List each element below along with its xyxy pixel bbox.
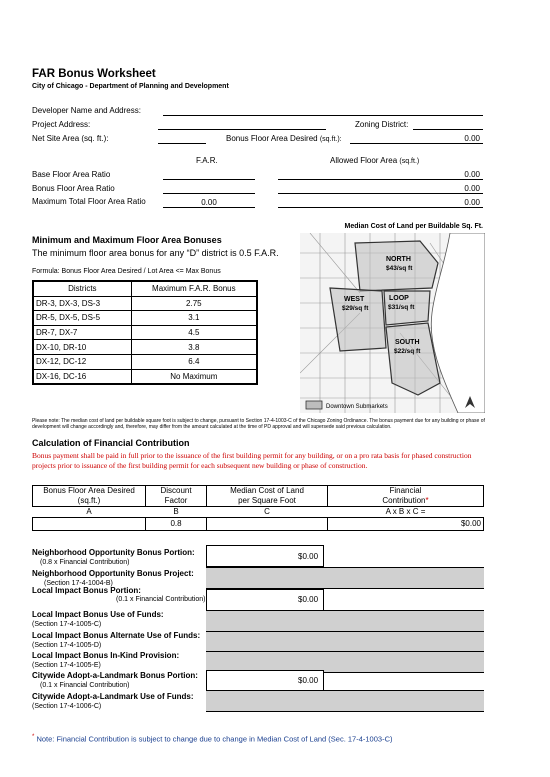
discount-value: 0.8	[146, 518, 207, 531]
region-price-north: $43/sq ft	[386, 265, 413, 272]
local-impact-portion-value: $0.00	[298, 595, 319, 604]
disclaimer-note: Please note: The median cost of land per buildable square foot is subject to change, pursuant to Section 17-4-1003-C of the Chicago Zoning Ordinance. The bonus payment due for any building or phase of development will change accordingly and, therefore, may differ from the amount calculated at the time of PD approval and will supersede said previous calculation.	[32, 418, 485, 430]
col-d-line2-text: Contribution	[382, 496, 426, 505]
base-allowed-value: 0.00	[464, 170, 480, 179]
map-legend: Downtown Submarkets	[326, 404, 388, 410]
portion-sub: (0.1 x Financial Contribution)	[40, 682, 130, 689]
neighborhood-portion-value: $0.00	[298, 552, 319, 561]
district-cell: DR-7, DX-7	[33, 325, 131, 340]
max-far-label: Maximum Total Floor Area Ratio	[32, 197, 146, 206]
col-b-line1: Discount	[160, 486, 192, 495]
portion-label: Local Impact Bonus Portion:	[32, 586, 141, 595]
bonus-far-field[interactable]	[163, 193, 255, 194]
local-impact-use-field[interactable]	[206, 610, 484, 632]
portion-label: Neighborhood Opportunity Bonus Portion:	[32, 548, 195, 557]
financial-letters-row	[33, 507, 484, 518]
col-median-cost-header	[207, 486, 328, 507]
table-row	[33, 311, 257, 326]
project-label: Project Address:	[32, 120, 91, 129]
portion-sub: (0.1 x Financial Contribution)	[116, 596, 206, 603]
bonus-formula: Formula: Bonus Floor Area Desired / Lot Area <= Max Bonus	[32, 268, 221, 275]
zoning-label: Zoning District:	[355, 120, 409, 129]
net-site-label: Net Site Area (sq. ft.):	[32, 134, 109, 143]
landmark-portion-value: $0.00	[298, 676, 319, 685]
col-c-line2: per Square Foot	[238, 496, 296, 505]
region-label-north: NORTH	[386, 256, 411, 263]
zoning-field[interactable]	[413, 129, 483, 130]
developer-label: Developer Name and Address:	[32, 106, 141, 115]
contribution-value: $0.00	[328, 518, 484, 531]
payment-text: Bonus payment shall be paid in full prior to the issuance of the first building permit for any building, or on a pro rata basis for phased construction projects prior to issuance of the first building permit for each subsequent new building or phase of construction.	[32, 451, 472, 470]
financial-table	[32, 485, 484, 531]
district-cell: DX-10, DR-10	[33, 340, 131, 355]
page-subtitle: City of Chicago - Department of Planning and Development	[32, 83, 229, 90]
col-a-line2: (sq.ft.)	[77, 496, 101, 505]
portion-label: Citywide Adopt-a-Landmark Use of Funds:	[32, 692, 194, 701]
portion-label: Local Impact Bonus Alternate Use of Funds:	[32, 631, 201, 640]
col-bonus-area-header	[33, 486, 146, 507]
portion-label: Local Impact Bonus Use of Funds:	[32, 610, 164, 619]
col-c-line1: Median Cost of Land	[230, 486, 304, 495]
bonus-allowed-field[interactable]	[278, 193, 483, 194]
table-row	[33, 340, 257, 355]
financial-header-row	[33, 486, 484, 507]
portion-sub: (Section 17-4-1005-D)	[32, 642, 102, 649]
base-far-label: Base Floor Area Ratio	[32, 170, 111, 179]
max-bonus-header: Maximum F.A.R. Bonus	[131, 281, 257, 296]
portion-sub: (0.8 x Financial Contribution)	[40, 559, 130, 566]
bonus-far-label: Bonus Floor Area Ratio	[32, 184, 115, 193]
allowed-heading-unit: (sq.ft.)	[399, 158, 420, 165]
table-row	[33, 354, 257, 369]
district-cell: DX-12, DC-12	[33, 354, 131, 369]
region-label-west: WEST	[344, 296, 365, 303]
bonus-area-input[interactable]	[33, 518, 146, 531]
portion-label: Citywide Adopt-a-Landmark Bonus Portion:	[32, 671, 198, 680]
max-cell: 2.75	[131, 296, 257, 311]
portion-sub: (Section 17-4-1004-B)	[44, 580, 113, 587]
max-far-field[interactable]	[163, 207, 255, 208]
table-header-row	[33, 281, 257, 296]
col-contribution-header	[328, 486, 484, 507]
financial-values-row	[33, 518, 484, 531]
districts-header: Districts	[33, 281, 131, 296]
median-cost-input[interactable]	[207, 518, 328, 531]
bonus-desired-label	[226, 134, 342, 143]
region-label-south: SOUTH	[395, 339, 420, 346]
max-allowed-field[interactable]	[278, 207, 483, 208]
bonus-desired-value: 0.00	[464, 134, 480, 143]
district-cell: DR-3, DX-3, DS-3	[33, 296, 131, 311]
max-cell: 3.1	[131, 311, 257, 326]
max-allowed-value: 0.00	[464, 198, 480, 207]
bonus-desired-text: Bonus Floor Area Desired	[226, 134, 318, 143]
col-d-line1: Financial	[389, 486, 422, 495]
letter-c: C	[264, 507, 270, 516]
table-row	[33, 325, 257, 340]
map-title: Median Cost of Land per Buildable Sq. Ft.	[344, 223, 483, 230]
bonus-desired-field[interactable]	[350, 143, 483, 144]
max-cell: 3.8	[131, 340, 257, 355]
table-row	[33, 369, 257, 384]
page-title: FAR Bonus Worksheet	[32, 68, 156, 80]
bonuses-heading: Minimum and Maximum Floor Area Bonuses	[32, 235, 222, 245]
district-cell: DR-5, DX-5, DS-5	[33, 311, 131, 326]
min-bonus-text: The minimum floor area bonus for any “D” district is 0.5 F.A.R.	[32, 248, 279, 258]
footnote-mark: *	[425, 496, 429, 505]
footer-footnote-mark: *	[32, 734, 35, 740]
letter-a: A	[86, 507, 92, 516]
landmark-use-field[interactable]	[206, 690, 484, 712]
local-impact-alternate-field[interactable]	[206, 631, 484, 653]
max-cell: 4.5	[131, 325, 257, 340]
col-discount-header	[146, 486, 207, 507]
base-far-field[interactable]	[163, 179, 255, 180]
district-cell: DX-16, DC-16	[33, 369, 131, 384]
portion-label: Neighborhood Opportunity Bonus Project:	[32, 569, 194, 578]
portion-sub: (Section 17-4-1005-C)	[32, 621, 102, 628]
developer-field[interactable]	[163, 115, 483, 116]
max-far-value: 0.00	[201, 198, 217, 207]
districts-table	[32, 280, 258, 385]
allowed-heading-text: Allowed Floor Area	[330, 156, 398, 165]
region-price-loop: $31/sq ft	[388, 304, 415, 311]
submarket-map	[300, 233, 485, 413]
bonus-desired-unit: (sq.ft.):	[319, 136, 342, 143]
net-site-field[interactable]	[158, 143, 206, 144]
portion-sub: (Section 17-4-1005-E)	[32, 662, 101, 669]
project-field[interactable]	[158, 129, 326, 130]
portion-sub: (Section 17-4-1006-C)	[32, 703, 102, 710]
col-b-line2: Factor	[164, 496, 188, 505]
portion-label: Local Impact Bonus In-Kind Provision:	[32, 651, 180, 660]
far-heading: F.A.R.	[196, 156, 218, 165]
letter-b: B	[173, 507, 179, 516]
base-allowed-field[interactable]	[278, 179, 483, 180]
col-d-line2	[328, 496, 483, 506]
region-price-west: $29/sq ft	[342, 305, 369, 312]
table-row	[33, 296, 257, 311]
bonus-allowed-value: 0.00	[464, 184, 480, 193]
letter-d: A x B x C =	[385, 507, 426, 516]
region-price-south: $22/sq ft	[394, 348, 421, 355]
neighborhood-project-field[interactable]	[206, 567, 484, 589]
financial-heading: Calculation of Financial Contribution	[32, 438, 190, 448]
col-a-line1: Bonus Floor Area Desired	[43, 486, 135, 495]
max-cell: No Maximum	[131, 369, 257, 384]
region-label-loop: LOOP	[389, 295, 409, 302]
footer-note-text: Note: Financial Contribution is subject to change due to change in Median Cost of Land (Sec. 17-4-1003-C)	[36, 734, 393, 744]
max-cell: 6.4	[131, 354, 257, 369]
allowed-heading	[330, 156, 419, 165]
footer-note	[32, 734, 392, 744]
legend-swatch	[306, 401, 322, 409]
